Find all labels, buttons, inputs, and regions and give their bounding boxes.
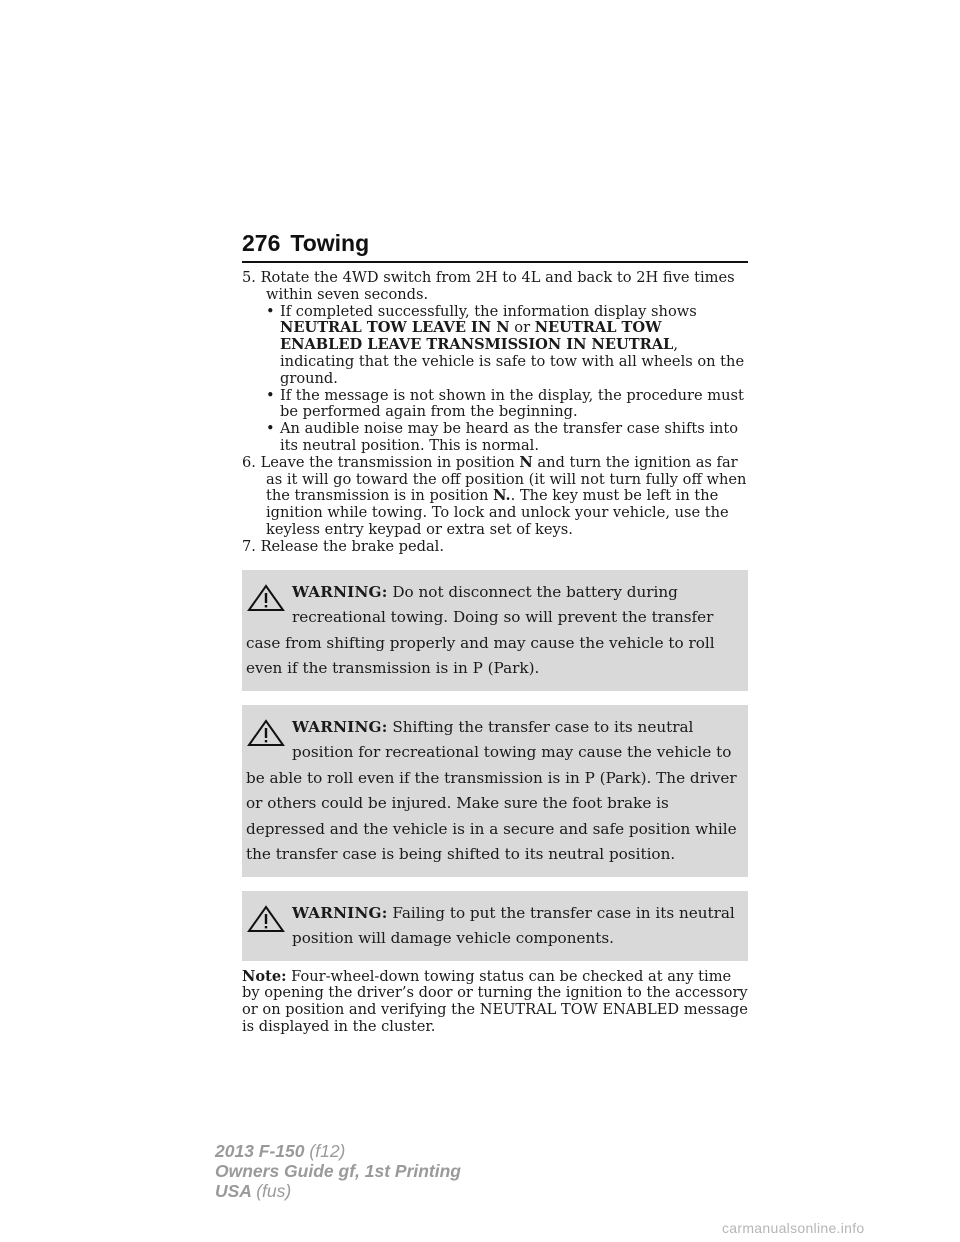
warning-label: WARNING: (292, 903, 388, 922)
page-header (242, 230, 748, 263)
step-text: 6. Leave the transmission in position (242, 453, 520, 471)
bullet-item (266, 304, 748, 388)
note-text: Four-wheel-down towing status can be checked at any time by opening the driver’s door or turning the ignition to the accessory or on position and verifying the NEUTRAL TOW ENABLED message is displayed in the cluster. (242, 967, 748, 1035)
note-paragraph (242, 969, 748, 1036)
watermark-link[interactable]: carmanualsonline.info (722, 1220, 865, 1236)
bullet-text: If completed successfully, the information display shows (280, 302, 697, 320)
warning-triangle-icon (246, 719, 286, 747)
warning-box-1 (242, 570, 748, 691)
warning-box-2 (242, 705, 748, 877)
step-text: 5. Rotate the 4WD switch from 2H to 4L and back to 2H five times within seven seconds. (242, 269, 735, 303)
warning-text: Shifting the transfer case to its neutral position for recreational towing may cause the vehicle to be able to roll even if the transmission is in P (Park). The driver or others could be injured. Make sure the foot brake is depressed and the vehicle is in a secure and safe position while the transfer case is being shifted to its neutral position. (246, 717, 737, 864)
footer-market-code: (fus) (256, 1181, 292, 1201)
bullet-item (266, 421, 748, 455)
page-footer (215, 1141, 461, 1201)
page-content (242, 270, 748, 1036)
bullet-text: , indicating that the vehicle is safe to tow with all wheels on the ground. (280, 336, 745, 387)
emphasis-text: N. (493, 487, 511, 505)
footer-line-1 (215, 1141, 461, 1161)
step-5-bullets (242, 304, 748, 455)
header-rule (242, 261, 748, 263)
step-text: 7. Release the brake pedal. (242, 537, 444, 555)
warning-label: WARNING: (292, 717, 388, 736)
page-number: 276 (242, 230, 281, 256)
footer-market: USA (215, 1181, 252, 1201)
step-7 (242, 539, 748, 556)
display-message: NEUTRAL TOW LEAVE IN N (280, 319, 510, 337)
footer-model-code: (f12) (309, 1141, 346, 1161)
emphasis-text: N (519, 453, 533, 471)
bullet-text: or (509, 319, 535, 337)
step-text: and turn the ignition as far as it will go toward the off position (it will not turn fully off when the transmission is in position (266, 453, 747, 505)
steps-list (242, 270, 748, 556)
step-6 (242, 455, 748, 539)
section-title: Towing (290, 230, 370, 256)
step-text: . The key must be left in the ignition while towing. To lock and unlock your vehicle, use the keyless entry keypad or extra set of keys. (266, 487, 729, 538)
footer-model: 2013 F-150 (215, 1141, 305, 1161)
warning-triangle-icon (246, 584, 286, 612)
step-5 (242, 270, 748, 304)
warning-text: Do not disconnect the battery during recreational towing. Doing so will prevent the transfer case from shifting properly and may cause the vehicle to roll even if the transmission is in P (Park). (246, 582, 715, 678)
footer-line-2: Owners Guide gf, 1st Printing (215, 1161, 461, 1181)
bullet-text: An audible noise may be heard as the transfer case shifts into its neutral position. This is normal. (280, 420, 739, 454)
warning-label: WARNING: (292, 582, 388, 601)
bullet-text: If the message is not shown in the display, the procedure must be performed again from the beginning. (280, 386, 744, 421)
warning-box-3 (242, 891, 748, 961)
footer-line-3 (215, 1181, 461, 1201)
display-message: NEUTRAL TOW ENABLED LEAVE TRANSMISSION IN NEUTRAL (280, 319, 674, 354)
warning-triangle-icon (246, 905, 286, 933)
header-row (242, 230, 748, 257)
bullet-item (266, 388, 748, 422)
note-label: Note: (242, 967, 287, 985)
warning-text: Failing to put the transfer case in its neutral position will damage vehicle components. (292, 903, 735, 948)
